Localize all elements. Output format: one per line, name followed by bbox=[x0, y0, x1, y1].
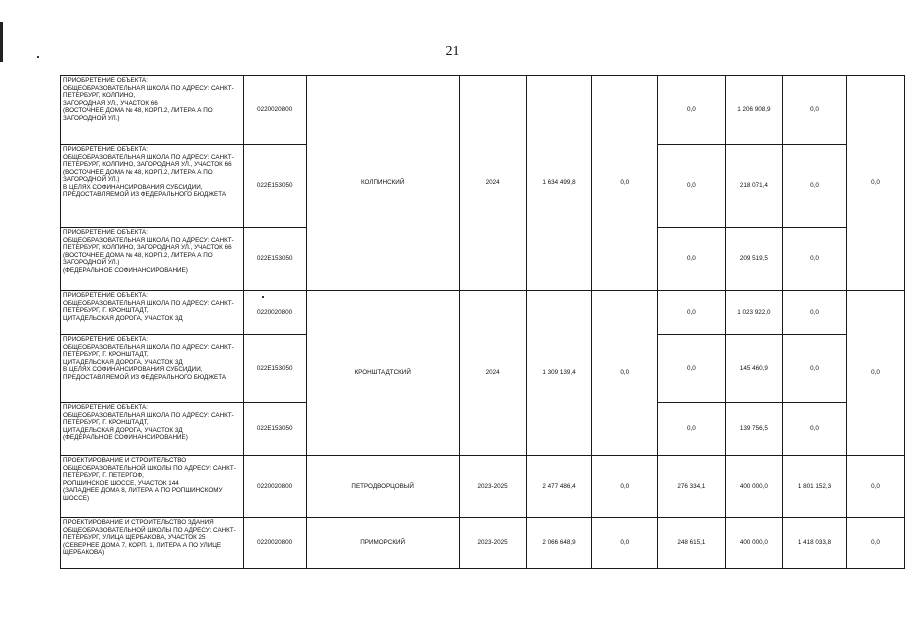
budget-table bbox=[60, 75, 905, 569]
value-cell: 0,0 bbox=[783, 76, 847, 145]
value-cell: 400 000,0 bbox=[725, 518, 782, 569]
value-cell: 1 418 033,8 bbox=[783, 518, 847, 569]
value-cell: 0,0 bbox=[592, 456, 658, 518]
value-cell: 145 460,9 bbox=[725, 335, 782, 403]
total-cost-cell: 2 066 648,9 bbox=[526, 518, 592, 569]
value-cell: 248 615,1 bbox=[657, 518, 725, 569]
total-cost-cell: 1 309 139,4 bbox=[526, 291, 592, 456]
budget-code: 022E153050 bbox=[243, 145, 306, 228]
value-cell: 0,0 bbox=[592, 518, 658, 569]
district-cell: ПРИМОРСКИЙ bbox=[306, 518, 459, 569]
year-cell: 2023-2025 bbox=[459, 456, 526, 518]
object-description: ПРИОБРЕТЕНИЕ ОБЪЕКТА: ОБЩЕОБРАЗОВАТЕЛЬНАЯ ШКОЛА ПО АДРЕСУ: САНКТ-ПЕТЕРБУРГ, КОЛПИНО, ЗАГОРОДНАЯ УЛ., УЧАСТОК 66 (ВОСТОЧНЕЕ ДОМА № 48, КОРП.2, ЛИТЕРА А ПО ЗАГОРОДНОЙ УЛ.) В ЦЕЛЯХ СОФИНАНСИРОВАНИЯ СУБСИДИИ, ПРЕДОСТАВЛЯЕМОЙ ИЗ ФЕДЕРАЛЬНОГО БЮДЖЕТА bbox=[61, 145, 244, 228]
value-cell: 209 519,5 bbox=[725, 228, 782, 291]
value-cell: 218 071,4 bbox=[725, 145, 782, 228]
value-cell: 0,0 bbox=[847, 456, 905, 518]
value-cell: 0,0 bbox=[783, 291, 847, 335]
table-row bbox=[61, 456, 905, 518]
value-cell: 0,0 bbox=[657, 76, 725, 145]
table-row bbox=[61, 518, 905, 569]
value-cell: 0,0 bbox=[847, 76, 905, 291]
value-cell: 0,0 bbox=[783, 145, 847, 228]
value-cell: 1 206 908,9 bbox=[725, 76, 782, 145]
object-description: ПРИОБРЕТЕНИЕ ОБЪЕКТА: ОБЩЕОБРАЗОВАТЕЛЬНАЯ ШКОЛА ПО АДРЕСУ: САНКТ-ПЕТЕРБУРГ, Г. КРОНШТАДТ, ЦИТАДЕЛЬСКАЯ ДОРОГА, УЧАСТОК 3Д bbox=[61, 291, 244, 335]
object-description: ПРИОБРЕТЕНИЕ ОБЪЕКТА: ОБЩЕОБРАЗОВАТЕЛЬНАЯ ШКОЛА ПО АДРЕСУ: САНКТ-ПЕТЕРБУРГ, Г. КРОНШТАДТ, ЦИТАДЕЛЬСКАЯ ДОРОГА, УЧАСТОК 3Д В ЦЕЛЯХ СОФИНАНСИРОВАНИЯ СУБСИДИИ, ПРЕДОСТАВЛЯЕМОЙ ИЗ ФЕДЕРАЛЬНОГО БЮДЖЕТА bbox=[61, 335, 244, 403]
value-cell: 1 023 922,0 bbox=[725, 291, 782, 335]
value-cell: 0,0 bbox=[657, 291, 725, 335]
district-cell: ПЕТРОДВОРЦОВЫЙ bbox=[306, 456, 459, 518]
value-cell: 139 756,5 bbox=[725, 403, 782, 456]
value-cell: 0,0 bbox=[847, 518, 905, 569]
object-description: ПРОЕКТИРОВАНИЕ И СТРОИТЕЛЬСТВО ОБЩЕОБРАЗОВАТЕЛЬНОЙ ШКОЛЫ ПО АДРЕСУ: САНКТ-ПЕТЕРБУРГ, Г. ПЕТЕРГОФ, РОПШИНСКОЕ ШОССЕ, УЧАСТОК 144 (ЗАПАДНЕЕ ДОМА 8, ЛИТЕРА А ПО РОПШИНСКОМУ ШОССЕ) bbox=[61, 456, 244, 518]
budget-code: 0220020800 bbox=[243, 456, 306, 518]
value-cell: 0,0 bbox=[783, 335, 847, 403]
value-cell: 0,0 bbox=[657, 145, 725, 228]
year-cell: 2024 bbox=[459, 76, 526, 291]
object-description: ПРИОБРЕТЕНИЕ ОБЪЕКТА: ОБЩЕОБРАЗОВАТЕЛЬНАЯ ШКОЛА ПО АДРЕСУ: САНКТ-ПЕТЕРБУРГ, КОЛПИНО, ЗАГОРОДНАЯ УЛ., УЧАСТОК 66 (ВОСТОЧНЕЕ ДОМА № 48, КОРП.2, ЛИТЕРА А ПО ЗАГОРОДНОЙ УЛ.) bbox=[61, 76, 244, 145]
budget-code: 022E153050 bbox=[243, 228, 306, 291]
value-cell: 0,0 bbox=[657, 335, 725, 403]
budget-code: 022E153050 bbox=[243, 403, 306, 456]
district-cell: КОЛПИНСКИЙ bbox=[306, 76, 459, 291]
value-cell: 0,0 bbox=[783, 403, 847, 456]
year-cell: 2023-2025 bbox=[459, 518, 526, 569]
object-description: ПРИОБРЕТЕНИЕ ОБЪЕКТА: ОБЩЕОБРАЗОВАТЕЛЬНАЯ ШКОЛА ПО АДРЕСУ: САНКТ-ПЕТЕРБУРГ, КОЛПИНО, ЗАГОРОДНАЯ УЛ., УЧАСТОК 66 (ВОСТОЧНЕЕ ДОМА № 48, КОРП.2, ЛИТЕРА А ПО ЗАГОРОДНОЙ УЛ.) (ФЕДЕРАЛЬНОЕ СОФИНАНСИРОВАНИЕ) bbox=[61, 228, 244, 291]
value-cell: 1 801 152,3 bbox=[783, 456, 847, 518]
total-cost-cell: 1 634 499,8 bbox=[526, 76, 592, 291]
budget-code: 0220020800 bbox=[243, 518, 306, 569]
district-cell: КРОНШТАДТСКИЙ bbox=[306, 291, 459, 456]
value-cell: 0,0 bbox=[847, 291, 905, 456]
table-row bbox=[61, 291, 905, 335]
year-cell: 2024 bbox=[459, 291, 526, 456]
budget-code: 0220020800 bbox=[243, 291, 306, 335]
value-cell: 276 334,1 bbox=[657, 456, 725, 518]
table-row bbox=[61, 76, 905, 145]
budget-code: 022E153050 bbox=[243, 335, 306, 403]
page-number: 21 bbox=[445, 44, 460, 59]
value-cell: 0,0 bbox=[592, 76, 658, 291]
value-cell: 0,0 bbox=[657, 228, 725, 291]
budget-code: 0220020800 bbox=[243, 76, 306, 145]
value-cell: 400 000,0 bbox=[725, 456, 782, 518]
value-cell: 0,0 bbox=[783, 228, 847, 291]
value-cell: 0,0 bbox=[657, 403, 725, 456]
total-cost-cell: 2 477 486,4 bbox=[526, 456, 592, 518]
object-description: ПРОЕКТИРОВАНИЕ И СТРОИТЕЛЬСТВО ЗДАНИЯ ОБЩЕОБРАЗОВАТЕЛЬНОЙ ШКОЛЫ ПО АДРЕСУ: САНКТ-ПЕТЕРБУРГ, УЛИЦА ЩЕРБАКОВА, УЧАСТОК 25 (СЕВЕРНЕЕ ДОМА 7, КОРП. 1, ЛИТЕРА А ПО УЛИЦЕ ЩЕРБАКОВА) bbox=[61, 518, 244, 569]
value-cell: 0,0 bbox=[592, 291, 658, 456]
object-description: ПРИОБРЕТЕНИЕ ОБЪЕКТА: ОБЩЕОБРАЗОВАТЕЛЬНАЯ ШКОЛА ПО АДРЕСУ: САНКТ-ПЕТЕРБУРГ, Г. КРОНШТАДТ, ЦИТАДЕЛЬСКАЯ ДОРОГА, УЧАСТОК 3Д (ФЕДЕРАЛЬНОЕ СОФИНАНСИРОВАНИЕ) bbox=[61, 403, 244, 456]
